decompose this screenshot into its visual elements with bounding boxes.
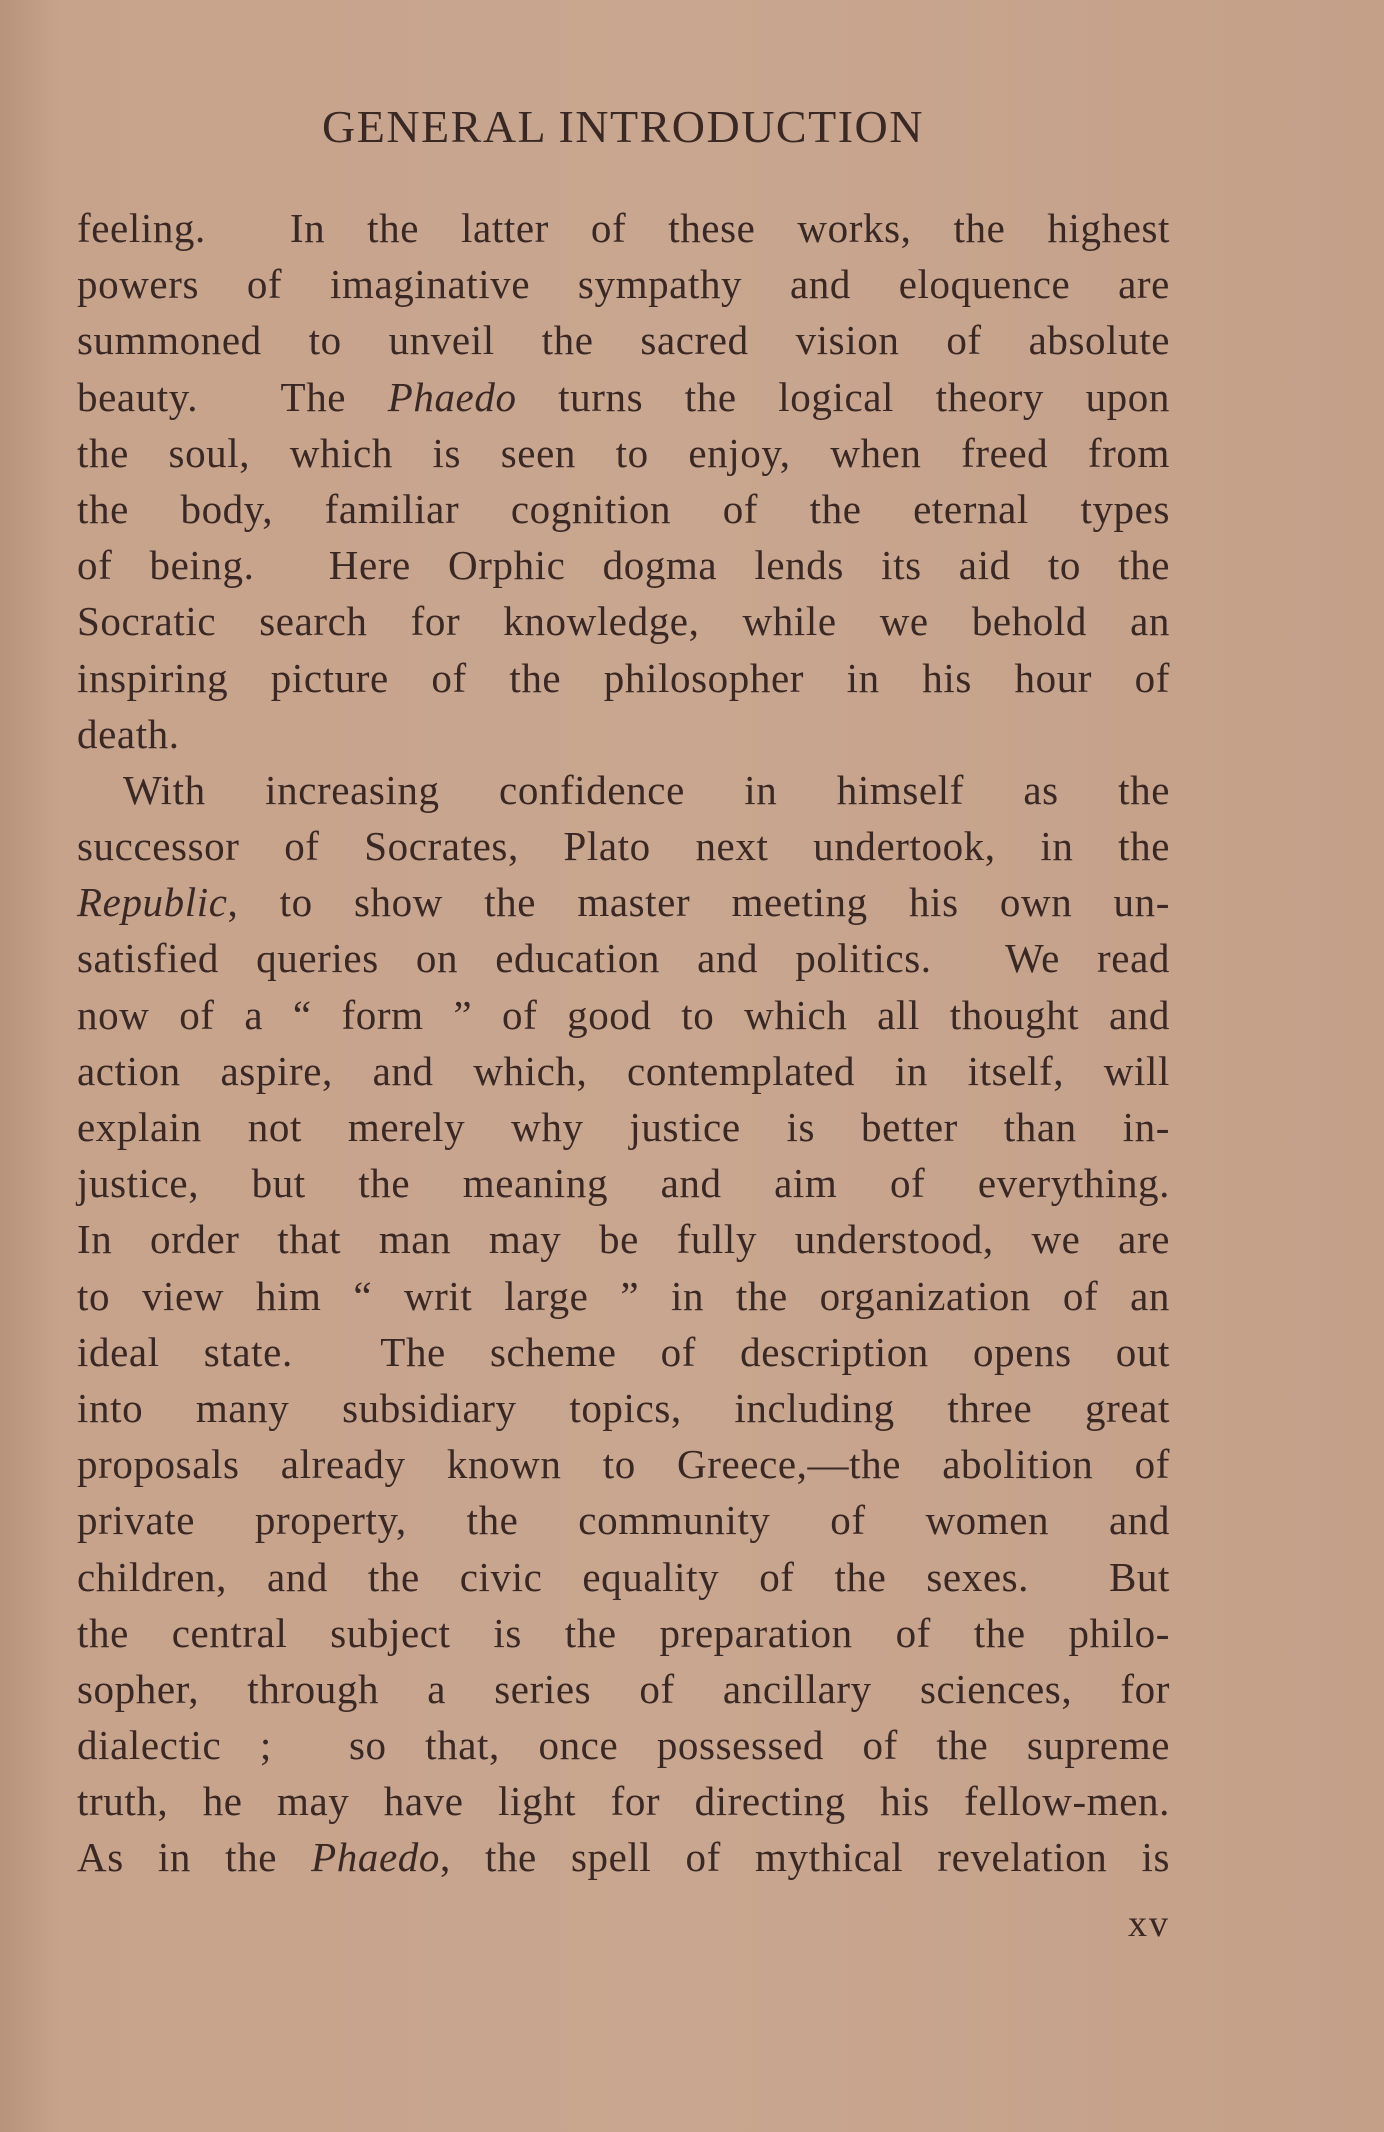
text-line	[77, 1268, 1170, 1324]
text-line	[77, 1211, 1170, 1267]
text-run: death.	[77, 710, 180, 757]
text-run: sopher, through a series of ancillary sciences, for	[77, 1665, 1170, 1712]
text-run: explain not merely why justice is better than in-	[77, 1104, 1170, 1150]
text-line	[77, 312, 1170, 368]
text-line	[77, 1605, 1170, 1661]
text-line	[77, 1492, 1170, 1548]
text-line	[77, 1717, 1170, 1773]
text-run: of being. Here Orphic dogma lends its aid to the	[77, 542, 1170, 589]
text-run: inspiring picture of the philosopher in his hour of	[77, 654, 1170, 701]
text-run: the soul, which is seen to enjoy, when freed from	[77, 429, 1170, 476]
text-line	[77, 874, 1170, 930]
text-run: now of a “ form ” of good to which all thought and	[77, 991, 1170, 1038]
text-run: the body, familiar cognition of the eternal types	[77, 485, 1170, 532]
italic-title: Republic	[77, 879, 228, 926]
text-run: turns the logical theory upon	[516, 373, 1170, 420]
text-line	[77, 1549, 1170, 1605]
text-line	[77, 1436, 1170, 1492]
text-run: action aspire, and which, contemplated in itself, will	[77, 1047, 1170, 1094]
text-run: ideal state. The scheme of description opens out	[77, 1328, 1170, 1375]
body-text	[77, 200, 1170, 1886]
text-run: into many subsidiary topics, including three great	[77, 1384, 1170, 1431]
text-run: children, and the civic equality of the sexes. But	[77, 1553, 1170, 1600]
text-run: successor of Socrates, Plato next undertook, in the	[77, 823, 1170, 870]
text-line	[77, 1099, 1170, 1155]
text-run: summoned to unveil the sacred vision of absolute	[77, 317, 1170, 364]
text-run: feeling. In the latter of these works, the highest	[77, 205, 1170, 251]
running-header: GENERAL INTRODUCTION	[322, 101, 924, 152]
text-line	[77, 1829, 1170, 1885]
text-run: satisfied queries on education and politics. We read	[77, 935, 1170, 982]
text-run: proposals already known to Greece,—the abolition of	[77, 1441, 1170, 1488]
text-line	[77, 1043, 1170, 1099]
text-line	[77, 593, 1170, 649]
text-line	[77, 537, 1170, 593]
text-run: justice, but the meaning and aim of everything.	[77, 1160, 1170, 1207]
text-line	[77, 425, 1170, 481]
text-run: private property, the community of women and	[77, 1497, 1170, 1544]
text-line	[77, 369, 1170, 425]
text-line	[77, 1324, 1170, 1380]
text-line	[77, 481, 1170, 537]
text-line	[77, 762, 1170, 818]
text-line	[77, 930, 1170, 986]
text-line	[77, 1773, 1170, 1829]
text-run: dialectic ; so that, once possessed of the supreme	[77, 1722, 1170, 1769]
text-line	[77, 1661, 1170, 1717]
text-run: the central subject is the preparation of the philo-	[77, 1609, 1170, 1656]
text-run: truth, he may have light for directing his fellow-men.	[77, 1778, 1170, 1825]
text-run: , to show the master meeting his own un-	[227, 879, 1170, 926]
page-number: xv	[1128, 1903, 1170, 1945]
text-line	[77, 256, 1170, 312]
text-run: With increasing confidence in himself as the	[123, 766, 1170, 813]
text-run: In order that man may be fully understood, we are	[77, 1216, 1170, 1263]
text-line	[77, 1380, 1170, 1436]
text-run: powers of imaginative sympathy and eloquence are	[77, 261, 1170, 308]
text-run: to view him “ writ large ” in the organization of an	[77, 1272, 1170, 1319]
italic-title: Phaedo	[311, 1834, 440, 1881]
text-line	[77, 706, 1170, 762]
italic-title: Phaedo	[387, 373, 517, 420]
text-run: As in the	[77, 1834, 312, 1881]
text-line	[77, 987, 1170, 1043]
text-run: , the spell of mythical revelation is	[439, 1834, 1171, 1881]
text-line	[77, 818, 1170, 874]
text-line	[77, 650, 1170, 706]
text-line	[77, 200, 1170, 256]
text-run: Socratic search for knowledge, while we behold an	[77, 598, 1170, 645]
text-line	[77, 1155, 1170, 1211]
text-run: beauty. The	[77, 373, 388, 420]
